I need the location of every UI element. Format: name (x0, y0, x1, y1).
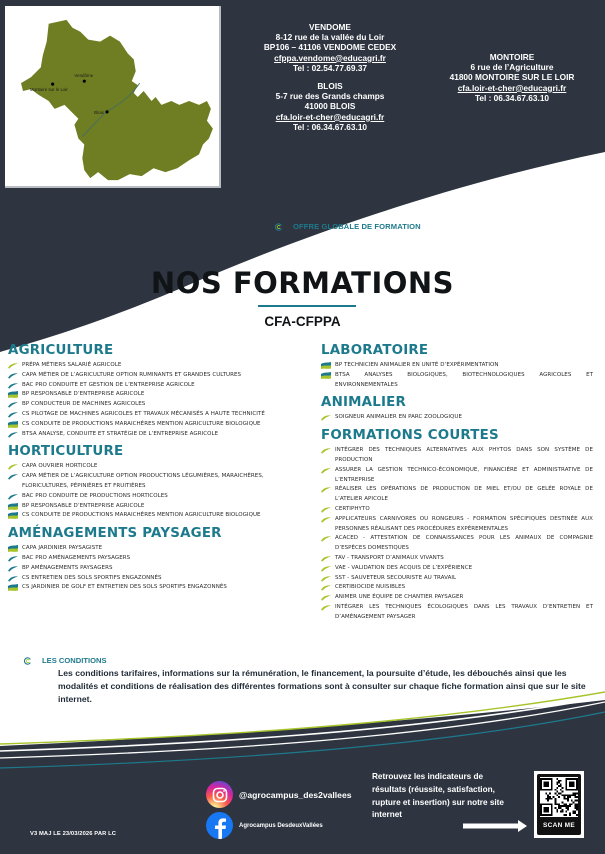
section-horticulture (8, 444, 304, 521)
phone-number: Tel : 06.34.67.63.10 (292, 121, 368, 132)
instagram-icon (206, 781, 233, 808)
formation-item (321, 534, 593, 554)
arrow-right-icon (463, 820, 527, 832)
email-link[interactable]: cfppa.vendome@educagri.fr (274, 52, 386, 63)
formation-label: CAPA MÉTIER DE L’AGRICULTURE OPTION RUMINANTS ET GRANDES CULTURES (22, 371, 242, 378)
lime-leaf-icon (321, 516, 331, 523)
formation-label: CERTIBIOCIDE NUISIBLES (335, 584, 406, 591)
formation-label: CS CONDUITE DE PRODUCTIONS MARAICHÈRES MENTION AGRICULTURE BIOLOGIQUE (22, 420, 261, 427)
facebook-name: Agrocampus DesdeuxVallées (239, 822, 323, 829)
formation-item (8, 544, 304, 554)
lime-leaf-icon (321, 575, 331, 582)
formation-label: CAPA MÉTIER DE L’AGRICULTURE OPTION PRODUCTIONS LÉGUMIÈRES, MARAICHÈRES, FLORICULTURES, PÉPINIÈRES ET FRUITIÈRES (22, 473, 264, 489)
section-title: LABORATOIRE (321, 343, 429, 358)
teal-leaf-icon (8, 473, 18, 480)
formation-item (8, 472, 304, 492)
page-title: NOS FORMATIONS (150, 266, 455, 300)
section-title: FORMATIONS COURTES (321, 428, 499, 444)
lime-leaf-icon (321, 604, 331, 611)
formation-label: BP RESPONSABLE D’ENTREPRISE AGRICOLE (22, 391, 145, 398)
email-link[interactable]: cfa.loir-et-cher@educagri.fr (457, 82, 567, 93)
formation-item (8, 583, 304, 593)
formation-item (321, 603, 593, 623)
formation-label: BP CONDUCTEUR DE MACHINES AGRICOLES (22, 401, 146, 408)
formation-item (8, 410, 304, 420)
section-agriculture (8, 343, 304, 439)
lime-leaf-icon (321, 486, 331, 493)
formation-label: PRÉPA MÉTIERS SALARIÉ AGRICOLE (22, 362, 122, 368)
two-tone-flag-icon (321, 362, 331, 369)
section-title: AMÉNAGEMENTS PAYSAGER (8, 526, 222, 542)
conditions-text: Les conditions tarifaires, informations sur la rémunération, le financement, la poursuite d’étude, les débouchés ainsi que les modalités et conditions de réalisation des différentes formations sont à consulter sur chaque fiche formation ainsi que sur le site internet. (58, 668, 586, 704)
two-tone-flag-icon (8, 584, 18, 591)
formation-label: VAE - VALIDATION DES ACQUIS DE L’EXPÉRIENCE (335, 564, 473, 571)
formation-item (8, 511, 304, 521)
section-title: ANIMALIER (321, 395, 407, 411)
title-divider (258, 305, 356, 307)
address-vendome (228, 22, 432, 73)
phone-number: Tel : 02.54.77.69.37 (292, 62, 368, 73)
department-map (5, 6, 221, 188)
lime-leaf-icon (321, 594, 331, 601)
formation-item (321, 515, 593, 535)
formation-item (8, 390, 304, 400)
address-city: MONTOIRE (489, 52, 535, 62)
formations-right-column (321, 343, 593, 628)
teal-leaf-icon (8, 382, 18, 389)
results-indicators-text: Retrouvez les indicateurs de résultats (réussite, satisfaction, rupture et insertion) sur notre site internet (372, 772, 504, 820)
formation-item (321, 583, 593, 593)
formation-item (321, 554, 593, 564)
formation-label: BP AMÉNAGEMENTS PAYSAGERS (22, 564, 113, 571)
section-laboratoire (321, 343, 593, 390)
scan-me-label: SCAN ME (542, 822, 576, 829)
formation-label: TAV - TRANSPORT D’ANIMAUX VIVANTS (335, 554, 444, 561)
version-note: V3 MAJ LE 23/03/2026 PAR LC (30, 831, 117, 837)
address-line: 5-7 rue des Grands champs (275, 91, 385, 102)
map-label-blois: Blois (94, 109, 104, 115)
loir-et-cher-map (5, 6, 219, 186)
section-am-nagements-paysager (8, 526, 304, 593)
lime-leaf-icon (321, 506, 331, 513)
address-line: 41800 MONTOIRE SUR LE LOIR (449, 72, 575, 83)
formation-label: SOIGNEUR ANIMALIER EN PARC ZOOLOGIQUE (335, 414, 463, 421)
two-tone-flag-icon (8, 421, 18, 428)
teal-leaf-icon (8, 493, 18, 500)
facebook-link[interactable] (206, 812, 352, 839)
formation-item (8, 554, 304, 564)
formation-item (8, 564, 304, 574)
lime-leaf-icon (321, 535, 331, 542)
instagram-handle: @agrocampus_des2vallees (239, 789, 352, 800)
map-territory (21, 20, 213, 180)
teal-leaf-icon (8, 401, 18, 408)
formation-label: BAC PRO CONDUITE ET GESTION DE L’ENTREPRISE AGRICOLE (22, 381, 195, 388)
phone-number: Tel : 06.34.67.63.10 (474, 92, 550, 103)
two-tone-flag-icon (8, 503, 18, 510)
two-tone-flag-icon (321, 372, 331, 379)
email-link[interactable]: cfa.loir-et-cher@educagri.fr (275, 111, 385, 122)
teal-leaf-icon (8, 372, 18, 379)
teal-leaf-icon (8, 565, 18, 572)
conditions-heading (24, 656, 107, 665)
formation-item (321, 574, 593, 584)
formation-item (321, 564, 593, 574)
formation-item (8, 430, 304, 440)
formation-label: ASSURER LA GESTION TECHNICO-ÉCONOMIQUE, FINANCIÈRE ET ADMINISTRATIVE DE L’ENTREPRISE (335, 466, 593, 483)
lime-leaf-icon (321, 447, 331, 454)
formation-item (8, 420, 304, 430)
teal-leaf-icon (8, 575, 18, 582)
formation-label: BP TECHNICIEN ANIMALIER EN UNITÉ D’EXPÉRIMENTATION (335, 362, 499, 368)
formation-label: CS ENTRETIEN DES SOLS SPORTIFS ENGAZONNÉS (22, 574, 162, 581)
two-tone-flag-icon (8, 512, 18, 519)
social-links (206, 781, 352, 839)
section-animalier (321, 395, 593, 423)
address-blois (228, 81, 432, 132)
lime-leaf-icon (321, 467, 331, 474)
map-label-montoire: Montoire sur le Loir (29, 87, 68, 93)
lime-leaf-icon (8, 463, 18, 470)
formation-label: CS JARDINIER DE GOLF ET ENTRETIEN DES SOLS SPORTIFS ENGAZONNÉS (22, 584, 227, 591)
lime-leaf-icon (321, 584, 331, 591)
address-line: 41000 BLOIS (304, 101, 356, 112)
conditions-title: LES CONDITIONS (42, 656, 107, 665)
address-line: 6 rue de l’Agriculture (470, 62, 554, 73)
formation-label: BTSA ANALYSES BIOLOGIQUES, BIOTECHNOLOGIQUES AGRICOLES ET ENVIRONNEMENTALES (335, 371, 593, 388)
formation-label: RÉALISER LES OPÉRATIONS DE PRODUCTION DE MIEL ET/OU DE GELÉE ROYALE DE L’ATELIER APICOLE (335, 486, 593, 503)
qr-code-icon (540, 777, 578, 817)
facebook-icon (206, 812, 233, 839)
formation-label: CERTIPHYTO (335, 505, 370, 512)
formation-item (321, 361, 593, 371)
lime-leaf-icon (321, 555, 331, 562)
teal-leaf-icon (8, 411, 18, 418)
formation-label: CS PILOTAGE DE MACHINES AGRICOLES ET TRAVAUX MÉCANISÉS A HAUTE TECHNICITÉ (22, 410, 265, 417)
formation-label: APPLICATEURS CARNIVORES OU RONGEURS - FORMATION SPÉCIFIQUES DESTINÉE AUX PERSONNES RÉALISANT DES PROCÉDURES EXPÉREMENTALES (335, 515, 593, 532)
qr-frame (537, 774, 581, 835)
section-title: AGRICULTURE (8, 343, 114, 358)
formation-label: BP RESPONSABLE D’ENTREPRISE AGRICOLE (22, 502, 145, 509)
formations-left-column (8, 343, 304, 598)
swirl-icon (24, 657, 32, 665)
formation-label: BAC PRO CONDUITE DE PRODUCTIONS HORTICOLES (22, 492, 168, 499)
formation-item (8, 400, 304, 410)
teal-leaf-icon (8, 431, 18, 438)
formation-label: CAPA JARDINIER PAYSAGISTE (22, 545, 103, 552)
formation-item (321, 466, 593, 486)
instagram-link[interactable] (206, 781, 352, 808)
formation-item (321, 505, 593, 515)
formation-item (8, 371, 304, 381)
page-subtitle: CFA-CFPPA (264, 314, 341, 329)
map-label-vendome: Vendôme (74, 73, 94, 79)
lime-leaf-icon (8, 362, 18, 369)
formation-item (8, 502, 304, 512)
section-formations-courtes (321, 428, 593, 622)
formation-item (8, 361, 304, 371)
formation-item (321, 413, 593, 423)
teal-leaf-icon (8, 555, 18, 562)
formation-item (8, 381, 304, 391)
lime-leaf-icon (321, 565, 331, 572)
formation-item (8, 574, 304, 584)
formation-label: CS CONDUITE DE PRODUCTIONS MARAICHÈRES MENTION AGRICULTURE BIOLOGIQUE (22, 512, 261, 519)
formation-label: BTSA ANALYSE, CONDUITE ET STRATÉGIE DE L’ENTREPRISE AGRICOLE (22, 430, 219, 437)
formation-label: INTÉGRER LES TECHNIQUES ÉCOLOGIQUES DANS LES TRAVAUX D’ENTRETIEN ET D’AMÉNAGEMENT PAYSAGER (335, 603, 593, 620)
lime-leaf-icon (321, 414, 331, 421)
address-montoire (420, 52, 604, 103)
formation-label: ACACED - ATTESTATION DE CONNAISSANCES POUR LES ANIMAUX DE COMPAGNIE D’ESPÈCES DOMESTIQUES (335, 535, 593, 552)
offre-label: OFFRE GLOBALE DE FORMATION (293, 222, 421, 231)
formation-item (321, 446, 593, 466)
qr-code-link[interactable] (534, 771, 584, 838)
two-tone-flag-icon (8, 391, 18, 398)
two-tone-flag-icon (8, 545, 18, 552)
formation-label: SST - SAUVETEUR SECOURISTE AU TRAVAIL (335, 574, 457, 581)
formation-label: INTÉGRER DES TECHNIQUES ALTERNATIVES AUX PHYTOS DANS SON SYSTÈME DE PRODUCTION (335, 447, 593, 463)
address-line: 8-12 rue de la vallée du Loir (275, 32, 385, 43)
formation-label: CAPA OUVRIER HORTICOLE (22, 463, 98, 470)
address-line: BP106 – 41106 VENDOME CEDEX (263, 42, 397, 53)
address-city: VENDOME (309, 22, 351, 32)
formation-label: ANIMER UNE ÉQUIPE DE CHANTIER PAYSAGER (335, 594, 464, 601)
section-title: HORTICULTURE (8, 444, 124, 460)
formation-item (321, 371, 593, 391)
formation-item (321, 485, 593, 505)
address-city: BLOIS (317, 81, 343, 91)
offre-globale-heading (275, 222, 421, 231)
swirl-icon (275, 223, 283, 231)
formation-label: BAC PRO AMÉNAGEMENTS PAYSAGERS (22, 554, 131, 561)
formation-item (8, 492, 304, 502)
formation-item (8, 462, 304, 472)
formation-item (321, 593, 593, 603)
